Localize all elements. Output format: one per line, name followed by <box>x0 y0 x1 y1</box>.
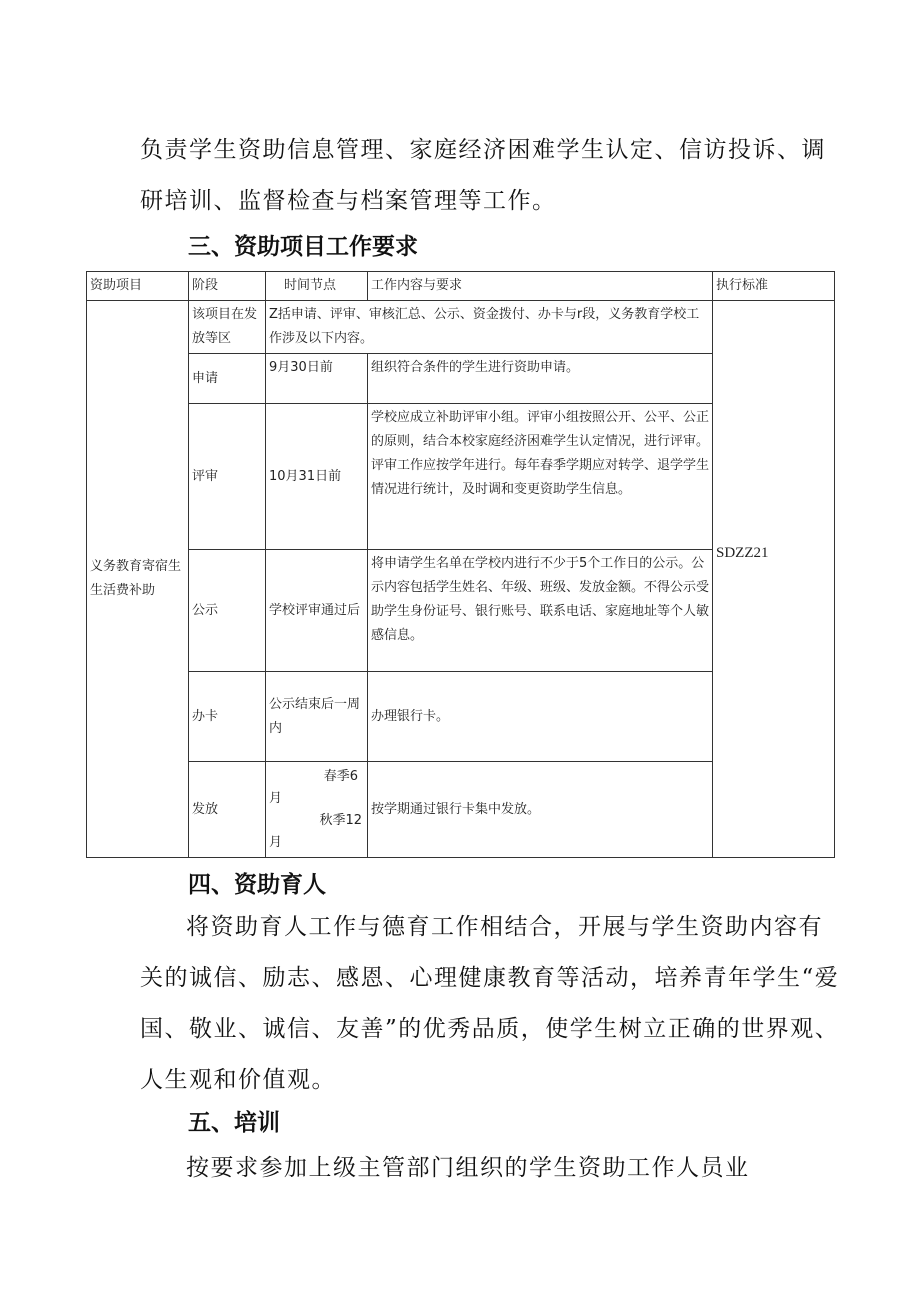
content-cell: 组织符合条件的学生进行资助申请。 <box>368 354 713 404</box>
time-cell <box>266 762 368 858</box>
header-stage: 阶段 <box>189 272 266 301</box>
section-4-body: 将资助育人工作与德育工作相结合，开展与学生资助内容有关的诚信、励志、感恩、心理健康教育等活动，培养青年学生“爱国、敬业、诚信、友善”的优秀品质，使学生树立正确的世界观、人生观和价值观。 <box>140 914 840 1093</box>
stage-cell: 发放 <box>189 762 266 858</box>
time-line: 春季6 <box>323 768 358 784</box>
project-name: 义务教育寄宿生生活费补助 <box>87 301 189 858</box>
stage-cell: 申请 <box>189 354 266 404</box>
content-cell: 办理银行卡。 <box>368 672 713 762</box>
table-row <box>87 301 835 354</box>
time-line: 秋季12 <box>319 812 362 828</box>
header-standard: 执行标准 <box>713 272 835 301</box>
content-cell: 学校应成立补助评审小组。评审小组按照公开、公平、公正的原则，结合本校家庭经济困难学生认定情况，进行评审。评审工作应按学年进行。每年春季学期应对转学、退学学生情况进行统计，及时调和变更资助学生信息。 <box>368 404 713 550</box>
content-cell: 将申请学生名单在学校内进行不少于5个工作日的公示。公示内容包括学生姓名、年级、班级、发放金额。不得公示受助学生身份证号、银行账号、联系电话、家庭地址等个人敏感信息。 <box>368 550 713 672</box>
stage-cell: 评审 <box>189 404 266 550</box>
header-project: 资助项目 <box>87 272 189 301</box>
stage-cell: 该项目在发放等区 <box>189 301 266 354</box>
header-content: 工作内容与要求 <box>368 272 713 301</box>
time-cell: 学校评审通过后 <box>266 550 368 672</box>
content-cell: 按学期通过银行卡集中发放。 <box>368 762 713 858</box>
time-line: 月 <box>269 790 283 806</box>
time-cell: 公示结束后一周内 <box>266 672 368 762</box>
intro-paragraph: 负责学生资助信息管理、家庭经济困难学生认定、信访投诉、调研培训、监督检查与档案管理等工作。 <box>140 137 826 214</box>
time-cell: 10月31日前 <box>266 404 368 550</box>
execution-standard <box>713 301 835 858</box>
merged-content-cell: Z括申请、评审、审核汇总、公示、资金拨付、办卡与r段，义务教育学校工作涉及以下内容。 <box>266 301 713 354</box>
stage-cell: 公示 <box>189 550 266 672</box>
header-time: 时间节点 <box>266 272 368 301</box>
time-line: 月 <box>269 834 283 850</box>
standard-code: SDZZ21 <box>716 545 769 561</box>
time-cell: 9月30日前 <box>266 354 368 404</box>
table-header-row <box>87 272 835 301</box>
section-5-body: 按要求参加上级主管部门组织的学生资助工作人员业 <box>186 1155 750 1181</box>
stage-cell: 办卡 <box>189 672 266 762</box>
section-4-title: 四、资助育人 <box>188 872 326 898</box>
funding-requirements-table <box>86 271 835 858</box>
section-5-title: 五、培训 <box>188 1110 280 1136</box>
section-3-title: 三、资助项目工作要求 <box>188 234 418 260</box>
